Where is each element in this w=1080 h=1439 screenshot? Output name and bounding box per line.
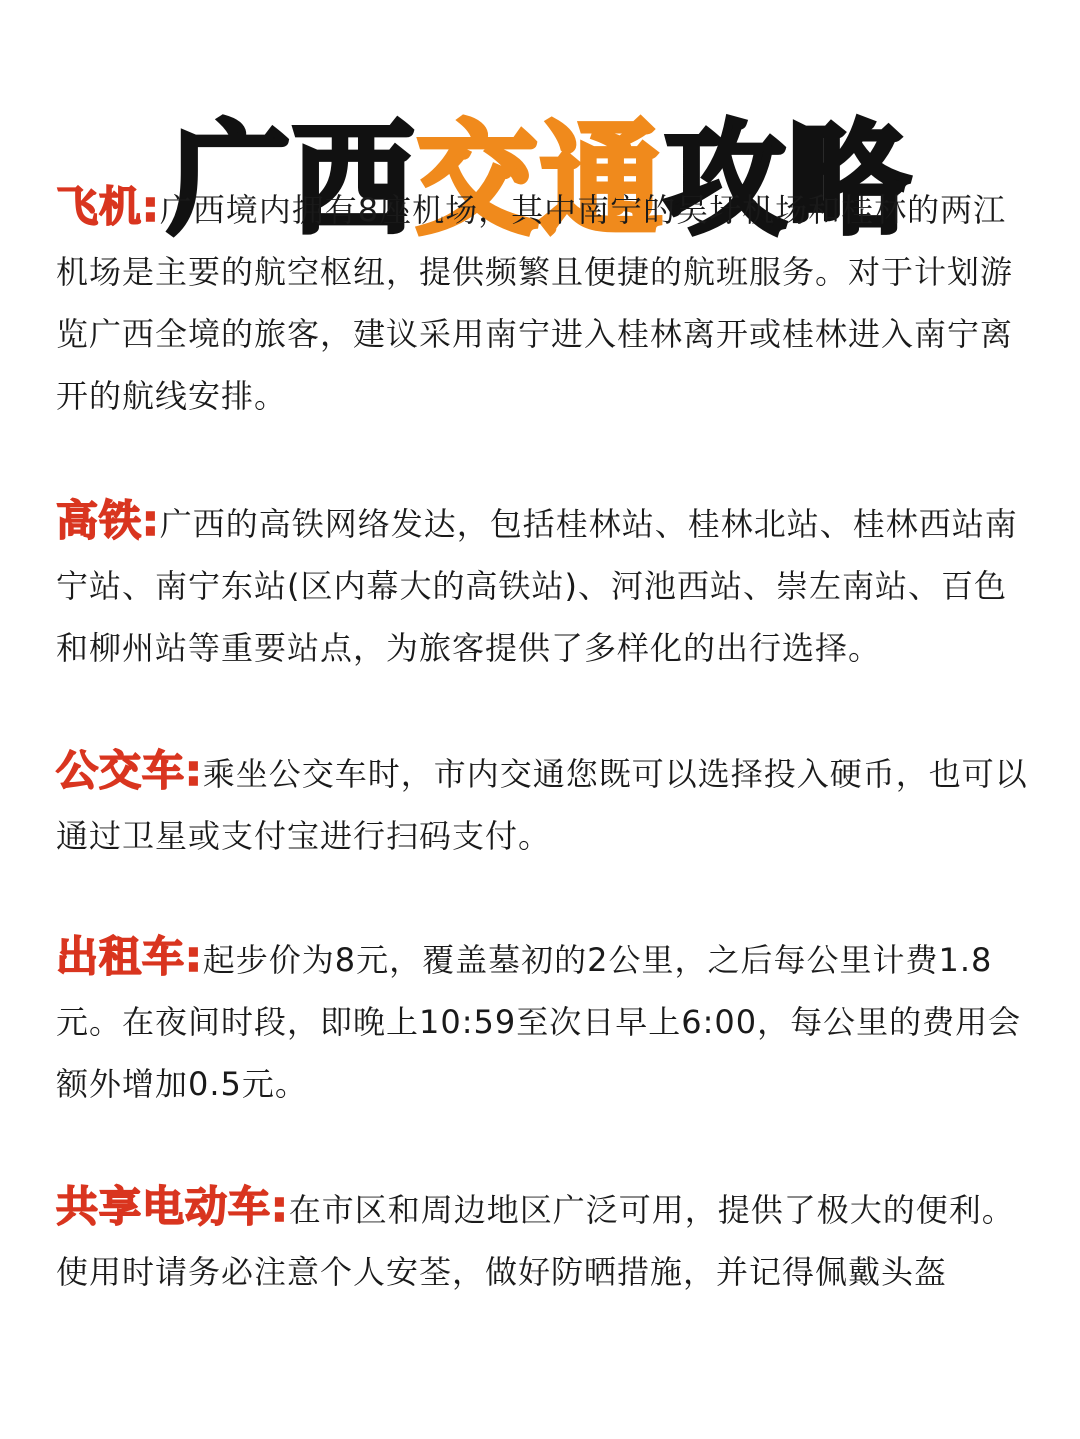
section-text-high-speed-rail: 广西的高铁网络发达，包括桂林站、桂林北站、桂林西站南宁站、南宁东站(区内幕大的高铁站)、河池西站、崇左南站、百色和柳州站等重要站点，为旅客提供了多样化的出行选择。: [56, 505, 1018, 667]
section-text-bus: 乘坐公交车时，市内交通您既可以选择投入硬币，也可以通过卫星或支付宝进行扫码支付。: [56, 755, 1028, 855]
section-text-taxi: 起步价为8元，覆盖墓初的2公里，之后每公里计费1.8元。在夜间时段，即晚上10:59至次日早上6:00，每公里的费用会额外增加0.5元。: [56, 941, 1022, 1103]
title-part-jiaotong: 交通: [416, 108, 664, 251]
section-label-shared-e-bike: 共享电动车:: [56, 1182, 289, 1231]
section-airplane: [56, 176, 1036, 427]
section-label-bus: 公交车:: [56, 746, 203, 795]
section-label-taxi: 出租车:: [56, 932, 203, 981]
title-part-gonglue: 攻略: [664, 108, 912, 251]
section-shared-e-bike: [56, 1176, 1036, 1303]
section-label-high-speed-rail: 高铁:: [56, 496, 160, 545]
title-part-guangxi: 广西: [168, 108, 416, 251]
section-high-speed-rail: [56, 490, 1036, 679]
section-text-airplane: 广西境内拥有8座机场，其中南宁的吴圩机场和桂林的两江机场是主要的航空枢纽，提供频繁且便捷的航班服务。对于计划游览广西全境的旅客，建议采用南宁进入桂林离开或桂林进入南宁离开的航线安排。: [56, 191, 1014, 415]
section-taxi: [56, 926, 1036, 1115]
section-label-airplane: 飞机:: [56, 182, 160, 231]
section-bus: [56, 740, 1036, 867]
section-text-shared-e-bike: 在市区和周边地区广泛可用，提供了极大的便利。使用时请务必注意个人安荃，做好防晒措施，并记得佩戴头盔: [56, 1191, 1015, 1291]
